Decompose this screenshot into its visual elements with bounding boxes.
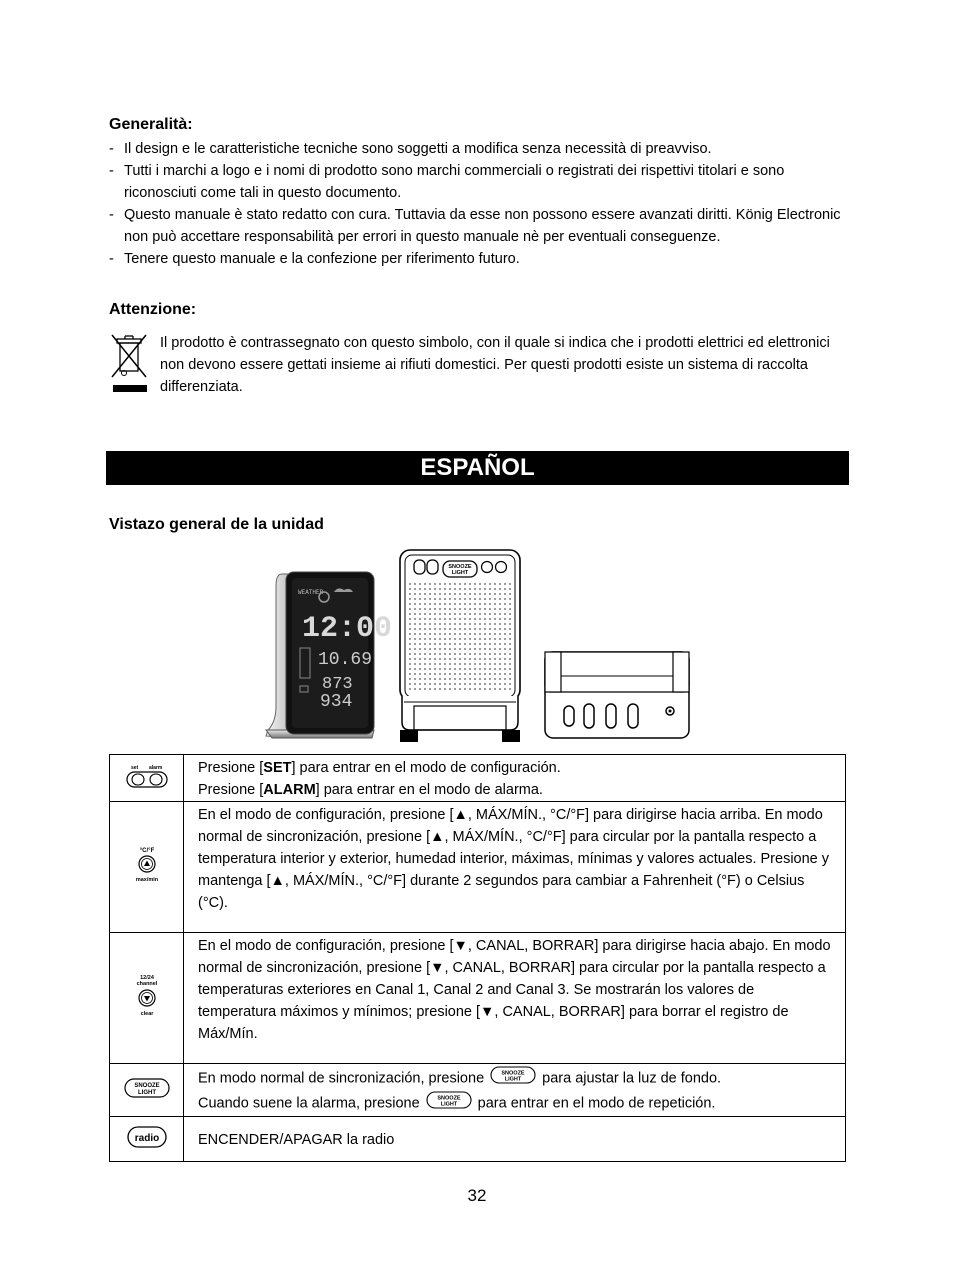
set-alarm-buttons-icon bbox=[110, 755, 184, 802]
button-table bbox=[109, 754, 846, 1162]
svg-text:radio: radio bbox=[134, 1132, 159, 1144]
general-list bbox=[109, 138, 844, 270]
list-item: - Questo manuale è stato redatto con cura. Tuttavia da esse non possono essere avanzati diritti. König Electronic non può accettare responsabilità per errori in questo manuale nè per eventuali conseguenze. bbox=[109, 204, 844, 248]
device-bottom-image bbox=[542, 648, 692, 740]
row-radio-text: ENCENDER/APAGAR la radio bbox=[184, 1117, 846, 1162]
row-set-alarm-text: Presione [SET] para entrar en el modo de configuración. Presione [ALARM] para entrar en el modo de alarma. bbox=[184, 755, 846, 802]
svg-text:SNOOZE: SNOOZE bbox=[133, 1082, 160, 1089]
table-row bbox=[110, 802, 846, 933]
set-label: set bbox=[130, 764, 138, 771]
snooze-inline-icon bbox=[426, 1091, 472, 1116]
weee-crossed-bin-icon bbox=[110, 333, 150, 395]
table-row bbox=[110, 1064, 846, 1117]
back-light-text: LIGHT bbox=[451, 570, 469, 576]
snooze-light-button-icon bbox=[110, 1064, 184, 1117]
list-item: - Tenere questo manuale e la confezione per riferimento futuro. bbox=[109, 248, 844, 270]
up-maxmin-button-icon bbox=[110, 802, 184, 933]
svg-text:LIGHT: LIGHT bbox=[504, 1076, 522, 1083]
svg-text:WEATHER: WEATHER bbox=[298, 589, 324, 596]
device-reading-3: 934 bbox=[320, 692, 353, 712]
attention-heading: Attenzione: bbox=[109, 301, 197, 318]
general-heading: Generalità: bbox=[109, 116, 193, 133]
table-row bbox=[110, 1117, 846, 1162]
table-row bbox=[110, 755, 846, 802]
row-up-text: En el modo de configuración, presione [▲, MÁX/MÍN., °C/°F] para dirigirse hacia arriba. En modo normal de sincronización, presione [▲, MÁX/MÍN., °C/°F] para circular por la pantalla respecto a temperatura interior y exterior, humedad interior, máximas, mínimas y valores actuales. Presione y mantenga [▲, MÁX/MÍN., °C/°F] durante 2 segundos para cambiar a Fahrenheit (°F) o Celsius (°C). bbox=[184, 802, 846, 933]
page-number: 32 bbox=[467, 1186, 487, 1205]
attention-text: Il prodotto è contrassegnato con questo simbolo, con il quale si indica che i prodotti elettrici ed elettronici non devono essere gettati insieme ai rifiuti domestici. Per questi prodotti esiste un sistema di raccolta differenziata. bbox=[160, 335, 830, 395]
list-item: - Tutti i marchi a logo e i nomi di prodotto sono marchi commerciali o registrati dei rispettivi titolari e sono riconosciuti come tali in questo documento. bbox=[109, 160, 844, 204]
radio-button-icon bbox=[110, 1117, 184, 1162]
device-reading-2: 873 bbox=[322, 675, 353, 694]
device-front-image bbox=[262, 566, 393, 742]
back-snooze-text: SNOOZE bbox=[448, 564, 472, 570]
list-item: - Il design e le caratteristiche tecniche sono soggetti a modifica senza necessità di preavviso. bbox=[109, 138, 844, 160]
device-time-display: 12:00 bbox=[302, 612, 393, 646]
alarm-label: alarm bbox=[148, 764, 162, 771]
row-down-text: En el modo de configuración, presione [▼, CANAL, BORRAR] para dirigirse hacia abajo. En modo normal de sincronización, presione [▼, CANAL, BORRAR] para circular por la pantalla respecto a temperaturas exteriores en Canal 1, Canal 2 and Canal 3. Se mostrarán los valores de temperatura máximos y mínimos; presione [▼, CANAL, BORRAR] para borrar el registro de Máx/Mín. bbox=[184, 933, 846, 1064]
section-banner: ESPAÑOL bbox=[106, 451, 849, 485]
cf-label: °C/°F bbox=[139, 847, 154, 854]
device-reading-1: 10.69 bbox=[318, 650, 373, 670]
row-snooze-text: En modo normal de sincronización, presione SNOOZE LIGHT para ajustar la luz de fondo. Cuando suene la alarma, presione SNOOZE LIGHT para entrar en el modo de repetición. bbox=[184, 1064, 846, 1117]
svg-text:LIGHT: LIGHT bbox=[440, 1101, 457, 1108]
down-channel-button-icon bbox=[110, 933, 184, 1064]
h1224-label: 12/24 bbox=[139, 974, 154, 981]
device-back-image bbox=[396, 546, 524, 744]
svg-text:LIGHT: LIGHT bbox=[137, 1089, 156, 1096]
clear-label: clear bbox=[140, 1010, 153, 1017]
snooze-inline-icon bbox=[490, 1066, 536, 1091]
table-row bbox=[110, 933, 846, 1064]
svg-text:SNOOZE: SNOOZE bbox=[501, 1070, 525, 1077]
overview-heading: Vistazo general de la unidad bbox=[109, 516, 324, 533]
maxmin-label: max/min bbox=[135, 876, 158, 883]
svg-text:SNOOZE: SNOOZE bbox=[437, 1095, 461, 1102]
channel-label: channel bbox=[136, 980, 157, 987]
